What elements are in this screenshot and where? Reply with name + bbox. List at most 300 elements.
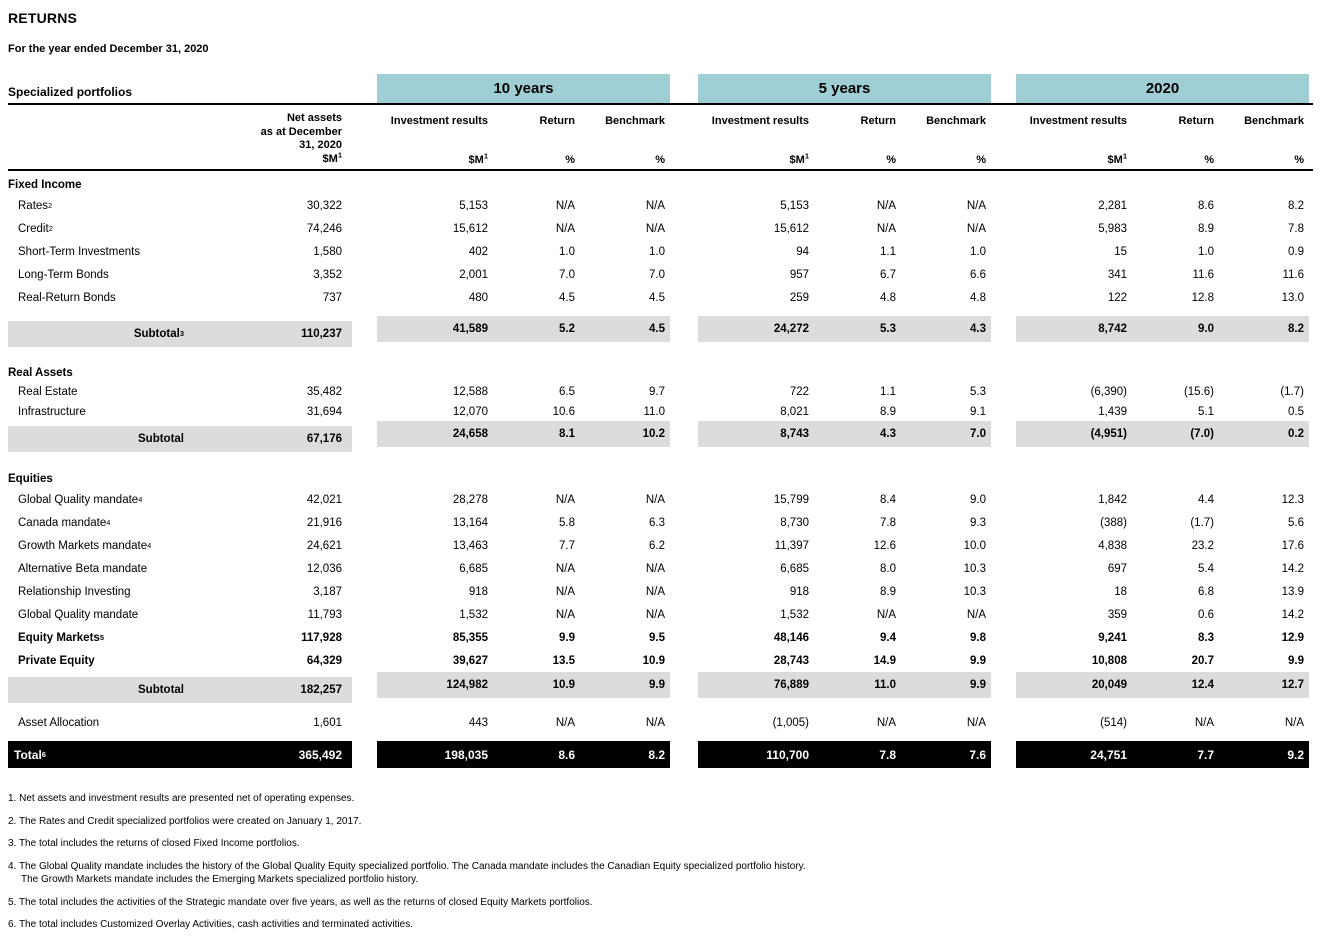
cell-return-10y: N/A <box>555 493 575 506</box>
cell-benchmark-2020: 13.0 <box>1281 291 1304 304</box>
gap <box>352 240 377 263</box>
gap <box>352 321 377 347</box>
cell-inv-results-10y: 15,612 <box>452 222 488 235</box>
net-assets-column-header <box>248 105 352 169</box>
cell-inv-results-2020: 8,742 <box>1016 316 1127 342</box>
footnote <box>8 918 1323 932</box>
group-header-5-years: 5 years <box>698 74 991 103</box>
cell-inv-results-2020: 697 <box>1107 562 1127 575</box>
cell-return-10y: 5.8 <box>559 516 575 529</box>
cell-return-2020: (1.7) <box>1190 516 1214 529</box>
cell-inv-results-2020: 1,842 <box>1098 493 1127 506</box>
column-header-investment-results-5y: Investment results $\$M^1$ <box>711 115 809 166</box>
cell-return-5y: 6.7 <box>880 268 896 281</box>
cell-benchmark-2020: 9.2 <box>1216 741 1309 768</box>
gap <box>352 74 377 103</box>
cell-benchmark-10y: N/A <box>645 199 665 212</box>
cell-net-assets: 21,916 <box>306 516 342 529</box>
gap <box>670 603 698 626</box>
cell-benchmark-2020: 14.2 <box>1281 608 1304 621</box>
gap <box>352 426 377 452</box>
cell-return-10y: N/A <box>555 222 575 235</box>
cell-benchmark-10y: N/A <box>645 608 665 621</box>
section-heading-label: Fixed Income <box>8 179 82 191</box>
footnote-line: 1. Net assets and investment results are presented net of operating expenses. <box>8 793 355 804</box>
cell-return-2020: 6.8 <box>1198 585 1214 598</box>
cell-benchmark-5y: 9.9 <box>898 672 991 698</box>
column-header-investment-results-10y: Investment results $\$M^1$ <box>390 115 488 166</box>
table-body <box>8 171 1323 768</box>
cell-return-2020: 5.1 <box>1198 406 1214 418</box>
footnote <box>8 860 1323 887</box>
cell-return-5y: 8.9 <box>880 406 896 418</box>
row-label: Canada mandate 4 <box>18 516 111 529</box>
cell-benchmark-10y: 9.7 <box>649 386 665 398</box>
gap <box>991 382 1016 402</box>
cell-benchmark-10y: 4.5 <box>649 291 665 304</box>
page-title: RETURNS <box>8 10 78 26</box>
cell-net-assets: 3,187 <box>313 585 342 598</box>
cell-inv-results-5y: 48,146 <box>773 631 809 644</box>
cell-net-assets: 365,492 <box>248 741 352 768</box>
cell-return-10y: N/A <box>555 199 575 212</box>
cell-inv-results-10y: 12,588 <box>452 386 488 398</box>
cell-inv-results-2020: (514) <box>1100 716 1127 729</box>
cell-benchmark-5y: 4.8 <box>970 291 986 304</box>
cell-return-2020: 7.7 <box>1127 741 1216 768</box>
row-label: Global Quality mandate 4 <box>18 493 143 506</box>
column-unit: $\$M^1$ <box>789 151 809 166</box>
column-unit: $\$M^1$ <box>322 149 342 165</box>
row-label: Growth Markets mandate 4 <box>18 539 152 552</box>
cell-net-assets: 1,580 <box>313 245 342 258</box>
footnote <box>8 815 1323 829</box>
gap <box>670 74 698 103</box>
cell-inv-results-5y: 24,272 <box>698 316 809 342</box>
cell-inv-results-10y: 85,355 <box>452 631 488 644</box>
table-row <box>8 488 1309 511</box>
gap <box>991 402 1016 422</box>
gap <box>670 741 698 768</box>
cell-inv-results-2020: 341 <box>1107 268 1127 281</box>
cell-inv-results-2020: 24,751 <box>1016 741 1127 768</box>
cell-return-2020: (15.6) <box>1183 386 1214 398</box>
gap <box>670 511 698 534</box>
cell-benchmark-2020: 8.2 <box>1216 316 1309 342</box>
cell-benchmark-5y: N/A <box>966 199 986 212</box>
gap <box>991 580 1016 603</box>
gap <box>991 286 1016 309</box>
column-unit: % <box>976 154 986 166</box>
gap <box>670 194 698 217</box>
gap <box>352 511 377 534</box>
cell-inv-results-2020: (6,390) <box>1090 386 1127 398</box>
cell-benchmark-10y: 11.0 <box>643 406 665 418</box>
section-heading <box>8 171 1309 194</box>
cell-inv-results-5y: 94 <box>796 245 809 258</box>
cell-inv-results-10y: 1,532 <box>459 608 488 621</box>
cell-benchmark-5y: N/A <box>966 608 986 621</box>
gap <box>991 194 1016 217</box>
gap <box>670 649 698 672</box>
gap <box>352 263 377 286</box>
gap <box>991 263 1016 286</box>
cell-inv-results-10y: 918 <box>468 585 488 598</box>
left-header: Specialized portfolios <box>8 85 133 99</box>
cell-inv-results-2020: (388) <box>1100 516 1127 529</box>
cell-inv-results-2020: 15 <box>1114 245 1127 258</box>
footnote <box>8 896 1323 910</box>
cell-inv-results-2020: (4,951) <box>1016 421 1127 447</box>
cell-inv-results-5y: 918 <box>789 585 809 598</box>
cell-net-assets: 12,036 <box>306 562 342 575</box>
cell-inv-results-10y: 124,982 <box>377 672 488 698</box>
cell-inv-results-10y: 443 <box>468 716 488 729</box>
row-label: Real-Return Bonds <box>18 291 116 304</box>
cell-net-assets: 182,257 <box>248 677 352 703</box>
cell-return-10y: 10.9 <box>488 672 577 698</box>
gap <box>352 649 377 672</box>
cell-benchmark-5y: 4.3 <box>898 316 991 342</box>
footnote-line: 6. The total includes Customized Overlay Activities, cash activities and terminated activities. <box>8 919 413 930</box>
cell-benchmark-2020: (1.7) <box>1280 386 1304 398</box>
cell-return-2020: 9.0 <box>1127 316 1216 342</box>
gap <box>670 105 698 169</box>
table-row <box>8 580 1309 603</box>
cell-return-5y: 1.1 <box>880 386 896 398</box>
cell-benchmark-2020: 14.2 <box>1281 562 1304 575</box>
cell-benchmark-10y: 8.2 <box>577 741 670 768</box>
section-heading <box>8 465 1309 488</box>
row-label: Global Quality mandate <box>18 608 139 621</box>
cell-inv-results-10y: 13,164 <box>452 516 488 529</box>
cell-benchmark-5y: 9.8 <box>970 631 986 644</box>
cell-benchmark-5y: 9.3 <box>970 516 986 529</box>
section-heading <box>8 359 1309 382</box>
gap <box>991 649 1016 672</box>
gap <box>352 217 377 240</box>
cell-return-2020: N/A <box>1194 716 1214 729</box>
gap <box>352 557 377 580</box>
cell-return-5y: 8.0 <box>880 562 896 575</box>
gap <box>352 194 377 217</box>
row-label: Credit 2 <box>18 222 53 235</box>
gap <box>670 263 698 286</box>
column-header-return-5y: Return % <box>860 115 896 166</box>
cell-return-10y: 8.6 <box>488 741 577 768</box>
table-row <box>8 382 1309 402</box>
cell-inv-results-5y: 259 <box>789 291 809 304</box>
subtotal-row <box>8 321 1309 347</box>
footnotes <box>8 792 1323 932</box>
table-row <box>8 240 1309 263</box>
cell-benchmark-2020: 0.2 <box>1216 421 1309 447</box>
gap <box>991 603 1016 626</box>
gap <box>991 74 1016 103</box>
cell-return-5y: N/A <box>876 199 896 212</box>
footnote <box>8 792 1323 806</box>
column-unit: % <box>565 154 575 166</box>
gap <box>670 402 698 422</box>
cell-inv-results-5y: 8,743 <box>698 421 809 447</box>
gap <box>352 580 377 603</box>
subtotal-row <box>8 677 1309 703</box>
cell-return-5y: N/A <box>876 222 896 235</box>
gap <box>352 677 377 703</box>
cell-return-5y: 8.4 <box>880 493 896 506</box>
row-label: Subtotal <box>8 677 248 703</box>
cell-inv-results-10y: 2,001 <box>459 268 488 281</box>
table-row <box>8 603 1309 626</box>
cell-benchmark-10y: N/A <box>645 493 665 506</box>
table-row <box>8 263 1309 286</box>
cell-return-10y: N/A <box>555 608 575 621</box>
cell-return-5y: 9.4 <box>880 631 896 644</box>
gap <box>991 557 1016 580</box>
cell-return-10y: 9.9 <box>559 631 575 644</box>
cell-benchmark-2020: 7.8 <box>1288 222 1304 235</box>
cell-inv-results-5y: 957 <box>789 268 809 281</box>
gap <box>670 426 698 452</box>
table-row <box>8 711 1309 734</box>
row-label: Private Equity <box>18 654 95 667</box>
cell-benchmark-5y: 7.0 <box>898 421 991 447</box>
cell-net-assets: 31,694 <box>306 406 342 418</box>
total-row <box>8 741 1309 768</box>
gap <box>670 626 698 649</box>
cell-inv-results-2020: 4,838 <box>1098 539 1127 552</box>
empty-cell <box>8 105 248 169</box>
cell-return-10y: N/A <box>555 562 575 575</box>
cell-inv-results-2020: 9,241 <box>1098 631 1127 644</box>
column-header-return-10y: Return % <box>539 115 575 166</box>
cell-return-5y: 7.8 <box>809 741 898 768</box>
cell-benchmark-5y: 10.3 <box>963 585 986 598</box>
cell-return-2020: 0.6 <box>1198 608 1214 621</box>
gap <box>352 603 377 626</box>
cell-return-5y: 7.8 <box>880 516 896 529</box>
cell-return-5y: 1.1 <box>880 245 896 258</box>
cell-benchmark-10y: N/A <box>645 562 665 575</box>
cell-benchmark-2020: 13.9 <box>1281 585 1304 598</box>
cell-benchmark-10y: 9.5 <box>649 631 665 644</box>
gap <box>670 711 698 734</box>
cell-inv-results-5y: 8,730 <box>780 516 809 529</box>
gap <box>352 741 377 768</box>
cell-inv-results-2020: 10,808 <box>1091 654 1127 667</box>
column-header-investment-results-2020: Investment results $\$M^1$ <box>1029 115 1127 166</box>
table-row <box>8 286 1309 309</box>
cell-benchmark-5y: 5.3 <box>970 386 986 398</box>
cell-return-5y: 8.9 <box>880 585 896 598</box>
cell-return-2020: 4.4 <box>1198 493 1214 506</box>
cell-inv-results-5y: 11,397 <box>774 539 809 552</box>
cell-return-5y: N/A <box>876 608 896 621</box>
cell-return-10y: 6.5 <box>559 386 575 398</box>
cell-benchmark-10y: 1.0 <box>649 245 665 258</box>
gap <box>991 240 1016 263</box>
cell-inv-results-2020: 2,281 <box>1098 199 1127 212</box>
footnote-line: 2. The Rates and Credit specialized portfolios were created on January 1, 2017. <box>8 815 362 827</box>
cell-benchmark-10y: N/A <box>645 716 665 729</box>
cell-inv-results-2020: 359 <box>1107 608 1127 621</box>
footnote-line: The Growth Markets mandate includes the Emerging Markets specialized portfolio history. <box>21 874 419 885</box>
cell-net-assets: 67,176 <box>248 426 352 452</box>
row-label: Subtotal <box>8 426 248 452</box>
gap <box>991 534 1016 557</box>
cell-return-2020: 1.0 <box>1198 245 1214 258</box>
cell-benchmark-5y: 9.9 <box>970 654 986 667</box>
cell-inv-results-5y: (1,005) <box>772 716 809 729</box>
cell-return-10y: 1.0 <box>559 245 575 258</box>
cell-inv-results-10y: 24,658 <box>377 421 488 447</box>
cell-return-10y: 7.7 <box>559 539 575 552</box>
gap <box>352 382 377 402</box>
cell-return-5y: 14.9 <box>873 654 896 667</box>
header-line: as at December <box>260 125 342 138</box>
cell-benchmark-2020: N/A <box>1284 716 1304 729</box>
cell-return-2020: 23.2 <box>1191 539 1214 552</box>
gap <box>991 105 1016 169</box>
row-label: Asset Allocation <box>18 716 100 729</box>
cell-inv-results-5y: 110,700 <box>698 741 809 768</box>
gap <box>352 286 377 309</box>
cell-benchmark-10y: N/A <box>645 585 665 598</box>
cell-inv-results-5y: 15,799 <box>773 493 809 506</box>
row-label: Total 6 <box>8 741 248 768</box>
cell-inv-results-10y: 198,035 <box>377 741 488 768</box>
gap <box>670 534 698 557</box>
cell-benchmark-5y: 10.3 <box>963 562 986 575</box>
column-unit: $\$M^1$ <box>468 151 488 166</box>
cell-benchmark-10y: 6.3 <box>649 516 665 529</box>
gap <box>670 557 698 580</box>
cell-benchmark-2020: 9.9 <box>1288 654 1304 667</box>
cell-benchmark-10y: N/A <box>645 222 665 235</box>
section-heading-label: Real Assets <box>8 367 73 379</box>
cell-net-assets: 35,482 <box>306 386 342 398</box>
cell-inv-results-5y: 8,021 <box>780 406 809 418</box>
table-row <box>8 649 1309 672</box>
cell-return-10y: 7.0 <box>559 268 575 281</box>
cell-return-2020: 8.9 <box>1198 222 1214 235</box>
column-unit: % <box>1204 154 1214 166</box>
cell-inv-results-2020: 5,983 <box>1098 222 1127 235</box>
cell-inv-results-10y: 12,070 <box>452 406 488 418</box>
cell-inv-results-5y: 722 <box>789 386 809 398</box>
footnote <box>8 837 1323 851</box>
cell-return-5y: 4.3 <box>809 421 898 447</box>
gap <box>352 488 377 511</box>
cell-benchmark-2020: 8.2 <box>1288 199 1304 212</box>
cell-return-2020: 11.6 <box>1192 268 1214 281</box>
cell-return-2020: 12.4 <box>1127 672 1216 698</box>
gap <box>352 105 377 169</box>
column-unit: % <box>886 154 896 166</box>
column-header-row <box>8 105 1309 169</box>
cell-benchmark-5y: N/A <box>966 716 986 729</box>
cell-return-5y: 11.0 <box>809 672 898 698</box>
cell-benchmark-2020: 12.7 <box>1216 672 1309 698</box>
cell-net-assets: 64,329 <box>306 654 342 667</box>
gap <box>670 677 698 703</box>
section-heading-label: Equities <box>8 473 53 485</box>
gap <box>670 217 698 240</box>
table-row <box>8 557 1309 580</box>
gap <box>991 677 1016 703</box>
cell-return-10y: 8.1 <box>488 421 577 447</box>
gap <box>670 488 698 511</box>
table-row <box>8 217 1309 240</box>
gap <box>352 402 377 422</box>
cell-net-assets: 30,322 <box>306 199 342 212</box>
cell-benchmark-10y: 10.2 <box>577 421 670 447</box>
cell-return-10y: N/A <box>555 716 575 729</box>
page-subtitle: For the year ended December 31, 2020 <box>8 43 209 55</box>
group-header-10-years: 10 years <box>377 74 670 103</box>
cell-net-assets: 737 <box>322 291 342 304</box>
group-header-row <box>8 74 1309 103</box>
column-header-benchmark-10y: Benchmark % <box>605 115 665 166</box>
gap <box>670 286 698 309</box>
cell-benchmark-5y: 7.6 <box>898 741 991 768</box>
cell-inv-results-2020: 20,049 <box>1016 672 1127 698</box>
cell-return-5y: 5.3 <box>809 316 898 342</box>
row-label: Long-Term Bonds <box>18 268 109 281</box>
cell-net-assets: 74,246 <box>306 222 342 235</box>
gap <box>991 217 1016 240</box>
table-row <box>8 194 1309 217</box>
gap <box>991 626 1016 649</box>
cell-inv-results-2020: 18 <box>1114 585 1127 598</box>
cell-net-assets: 3,352 <box>313 268 342 281</box>
gap <box>991 741 1016 768</box>
cell-return-2020: 8.3 <box>1198 631 1214 644</box>
column-unit: $\$M^1$ <box>1107 151 1127 166</box>
cell-benchmark-10y: 7.0 <box>649 268 665 281</box>
cell-benchmark-5y: 9.1 <box>970 406 986 418</box>
row-label: Subtotal 3 <box>8 321 248 347</box>
cell-inv-results-5y: 5,153 <box>780 199 809 212</box>
cell-return-5y: N/A <box>876 716 896 729</box>
row-label: Infrastructure <box>18 406 86 418</box>
row-label: Alternative Beta mandate <box>18 562 148 575</box>
cell-benchmark-5y: N/A <box>966 222 986 235</box>
gap <box>670 382 698 402</box>
cell-return-2020: 8.6 <box>1198 199 1214 212</box>
gap <box>991 426 1016 452</box>
gap <box>991 711 1016 734</box>
group-header-2020: 2020 <box>1016 74 1309 103</box>
returns-table <box>8 74 1323 768</box>
table-row <box>8 511 1309 534</box>
cell-net-assets: 117,928 <box>301 631 342 644</box>
gap <box>991 511 1016 534</box>
column-unit: % <box>655 154 665 166</box>
cell-return-2020: 20.7 <box>1191 654 1214 667</box>
cell-inv-results-5y: 15,612 <box>773 222 809 235</box>
cell-net-assets: 24,621 <box>306 539 342 552</box>
gap <box>991 488 1016 511</box>
gap <box>352 711 377 734</box>
row-label: Relationship Investing <box>18 585 131 598</box>
subtotal-row <box>8 426 1309 452</box>
cell-return-10y: 10.6 <box>552 406 575 418</box>
cell-return-2020: 12.8 <box>1191 291 1214 304</box>
gap <box>352 534 377 557</box>
cell-return-5y: 12.6 <box>873 539 896 552</box>
cell-return-10y: 5.2 <box>488 316 577 342</box>
